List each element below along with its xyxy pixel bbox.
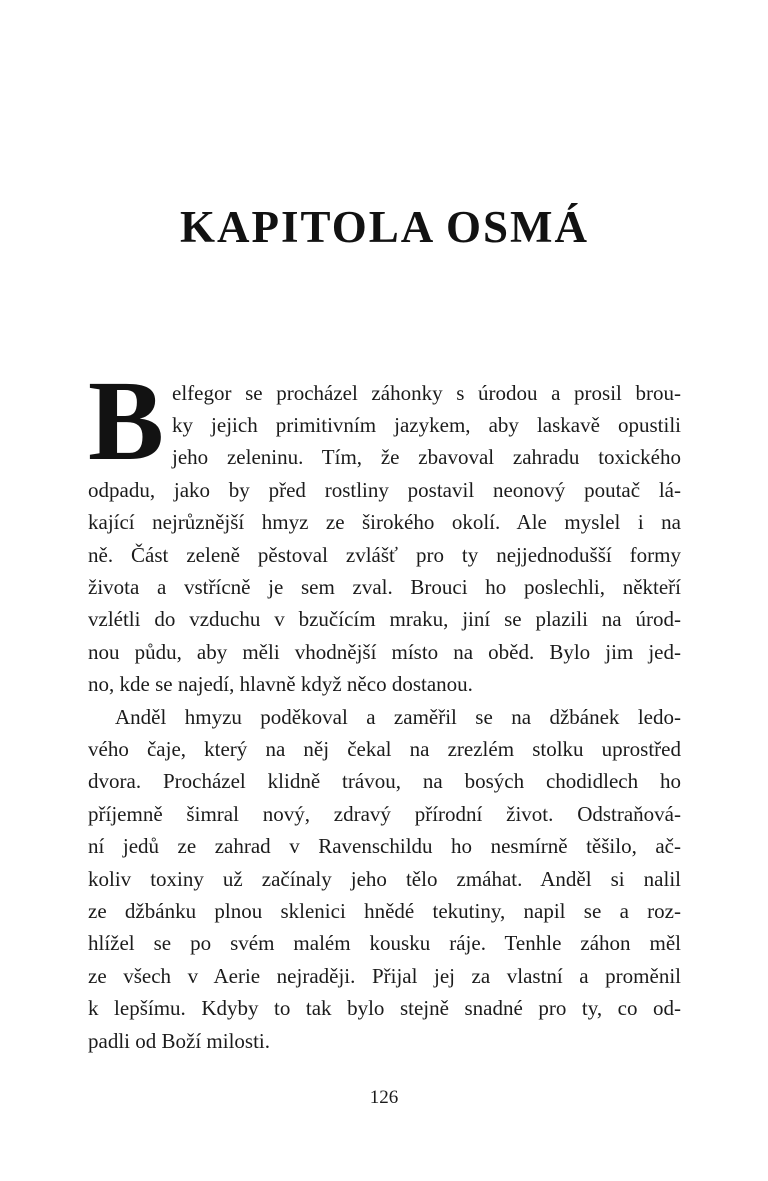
text-line: ky jejich primitivním jazykem, aby laskavě opustili bbox=[172, 412, 681, 437]
chapter-title: KAPITOLA OSMÁ bbox=[180, 202, 589, 252]
text-line: hlížel se po svém malém kousku ráje. Tenhle záhon měl bbox=[88, 931, 681, 956]
text-line: vzlétli do vzduchu v bzučícím mraku, jiní se plazili na úrod- bbox=[88, 607, 681, 632]
text-line: života a vstřícně je sem zval. Brouci ho poslechli, někteří bbox=[88, 574, 681, 599]
text-line: nou půdu, aby měli vhodnější místo na oběd. Bylo jim jed- bbox=[88, 639, 681, 664]
drop-cap: B bbox=[88, 356, 165, 484]
text-line: ní jedů ze zahrad v Ravenschildu ho nesmírně těšilo, ač- bbox=[88, 834, 681, 859]
text-line: ně. Část zeleně pěstoval zvlášť pro ty nejjednodušší formy bbox=[88, 542, 681, 567]
text-line: kající nejrůznější hmyz ze širokého okolí. Ale myslel i na bbox=[88, 510, 681, 535]
text-line: vého čaje, který na něj čekal na zrezlém stolku uprostřed bbox=[88, 736, 681, 761]
text-line: ze džbánku plnou sklenici hnědé tekutiny, napil se a roz- bbox=[88, 899, 681, 923]
body-text bbox=[88, 356, 681, 1058]
paragraph-2 bbox=[88, 701, 681, 1057]
text-line: padli od Boží milosti. bbox=[88, 1028, 270, 1053]
text-line: dvora. Procházel klidně trávou, na bosých chodidlech ho bbox=[88, 769, 681, 794]
text-line: no, kde se najedí, hlavně když něco dostanou. bbox=[88, 672, 473, 697]
text-line: koliv toxiny už začínaly jeho tělo zmáhat. Anděl si nalil bbox=[88, 866, 681, 891]
text-line: elfegor se procházel záhonky s úrodou a prosil brou- bbox=[172, 380, 681, 405]
text-line: jeho zeleninu. Tím, že zbavoval zahradu toxického bbox=[172, 445, 681, 470]
text-line: Anděl hmyzu poděkoval a zaměřil se na džbánek ledo- bbox=[115, 704, 681, 729]
text-line: ze všech v Aerie nejraději. Přijal jej za vlastní a proměnil bbox=[88, 963, 681, 988]
text-line: odpadu, jako by před rostliny postavil neonový poutač lá- bbox=[88, 477, 681, 502]
paragraph-1 bbox=[88, 356, 681, 701]
text-line: k lepšímu. Kdyby to tak bylo stejně snadné pro ty, co od- bbox=[88, 996, 681, 1021]
page-number: 126 bbox=[369, 1087, 399, 1108]
text-line: příjemně šimral nový, zdravý přírodní život. Odstraňová- bbox=[88, 801, 681, 826]
